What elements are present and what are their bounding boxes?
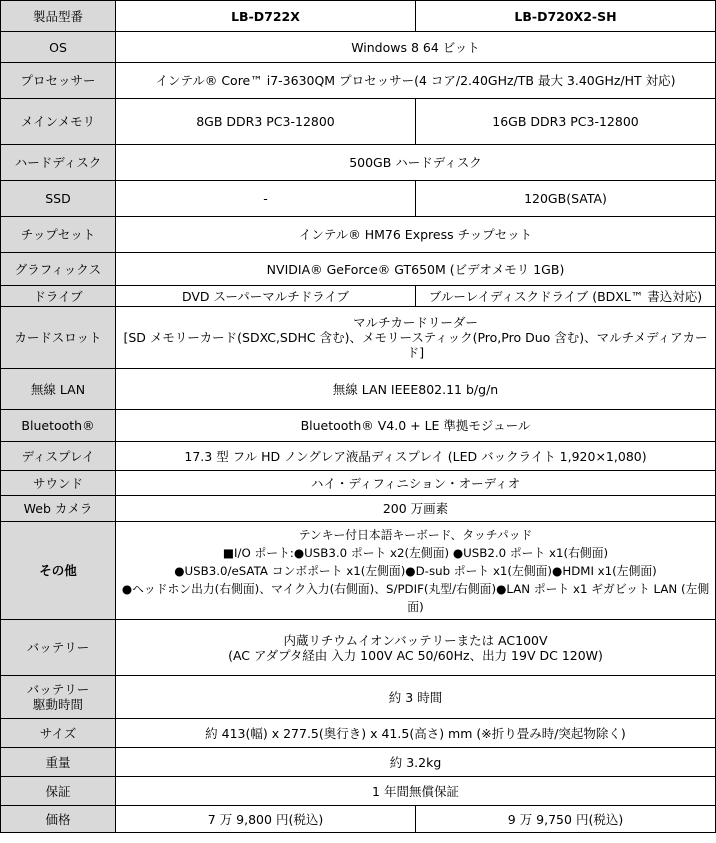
value-drive-1: DVD スーパーマルチドライブ [116,286,416,307]
value-memory-1: 8GB DDR3 PC3-12800 [116,99,416,145]
value-sound: ハイ・ディフィニション・オーディオ [116,471,716,496]
value-chipset: インテル® HM76 Express チップセット [116,217,716,253]
row-display [1,442,716,471]
row-warranty [1,777,716,806]
row-os [1,32,716,63]
row-sound [1,471,716,496]
row-price [1,806,716,833]
row-battery [1,620,716,676]
label-os: OS [1,32,116,63]
value-other: テンキー付日本語キーボード、タッチパッド ■I/O ポート:●USB3.0 ポート x2(左側面) ●USB2.0 ポート x1(右側面) ●USB3.0/eSATA コンボポート x1(左側面)●D-sub ポート x1(左側面)●HDMI x1(左側面) ●ヘッドホン出力(右側面)、マイク入力(右側面)、S/PDIF(丸型/右側面)●LAN ポート x1 ギガビット LAN (左側面) [116,522,716,620]
model-2: LB-D720X2-SH [416,1,716,32]
row-size [1,719,716,748]
row-hdd [1,145,716,181]
value-webcam: 200 万画素 [116,496,716,522]
row-battery-time [1,676,716,719]
row-weight [1,748,716,777]
row-bluetooth [1,410,716,442]
value-bluetooth: Bluetooth® V4.0 + LE 準拠モジュール [116,410,716,442]
row-wlan [1,369,716,410]
value-battery: 内蔵リチウムイオンバッテリーまたは AC100V (AC アダプタ経由 入力 100V AC 50/60Hz、出力 19V DC 120W) [116,620,716,676]
value-graphics: NVIDIA® GeForce® GT650M (ビデオメモリ 1GB) [116,253,716,286]
label-display: ディスプレイ [1,442,116,471]
label-sound: サウンド [1,471,116,496]
value-display: 17.3 型 フル HD ノングレア液晶ディスプレイ (LED バックライト 1,920×1,080) [116,442,716,471]
value-hdd: 500GB ハードディスク [116,145,716,181]
row-drive [1,286,716,307]
header-row [1,1,716,32]
header-label: 製品型番 [1,1,116,32]
value-battery-time: 約 3 時間 [116,676,716,719]
row-chipset [1,217,716,253]
label-webcam: Web カメラ [1,496,116,522]
value-drive-2: ブルーレイディスクドライブ (BDXL™ 書込対応) [416,286,716,307]
label-wlan: 無線 LAN [1,369,116,410]
label-card: カードスロット [1,307,116,369]
label-bluetooth: Bluetooth® [1,410,116,442]
label-ssd: SSD [1,181,116,217]
label-battery-time: バッテリー 駆動時間 [1,676,116,719]
label-hdd: ハードディスク [1,145,116,181]
row-card [1,307,716,369]
value-price-2: 9 万 9,750 円(税込) [416,806,716,833]
value-price-1: 7 万 9,800 円(税込) [116,806,416,833]
value-weight: 約 3.2kg [116,748,716,777]
label-weight: 重量 [1,748,116,777]
label-drive: ドライブ [1,286,116,307]
row-other [1,522,716,620]
value-cpu: インテル® Core™ i7-3630QM プロセッサー(4 コア/2.40GHz/TB 最大 3.40GHz/HT 対応) [116,63,716,99]
row-webcam [1,496,716,522]
value-ssd-2: 120GB(SATA) [416,181,716,217]
row-graphics [1,253,716,286]
row-memory [1,99,716,145]
label-price: 価格 [1,806,116,833]
value-ssd-1: - [116,181,416,217]
row-cpu [1,63,716,99]
value-warranty: 1 年間無償保証 [116,777,716,806]
value-size: 約 413(幅) x 277.5(奥行き) x 41.5(高さ) mm (※折り畳み時/突起物除く) [116,719,716,748]
label-other: その他 [1,522,116,620]
label-battery: バッテリー [1,620,116,676]
label-cpu: プロセッサー [1,63,116,99]
value-os: Windows 8 64 ビット [116,32,716,63]
label-size: サイズ [1,719,116,748]
label-warranty: 保証 [1,777,116,806]
label-memory: メインメモリ [1,99,116,145]
model-1: LB-D722X [116,1,416,32]
value-wlan: 無線 LAN IEEE802.11 b/g/n [116,369,716,410]
value-memory-2: 16GB DDR3 PC3-12800 [416,99,716,145]
label-graphics: グラフィックス [1,253,116,286]
label-chipset: チップセット [1,217,116,253]
value-card: マルチカードリーダー [SD メモリーカード(SDXC,SDHC 含む)、メモリースティック(Pro,Pro Duo 含む)、マルチメディアカード] [116,307,716,369]
row-ssd [1,181,716,217]
